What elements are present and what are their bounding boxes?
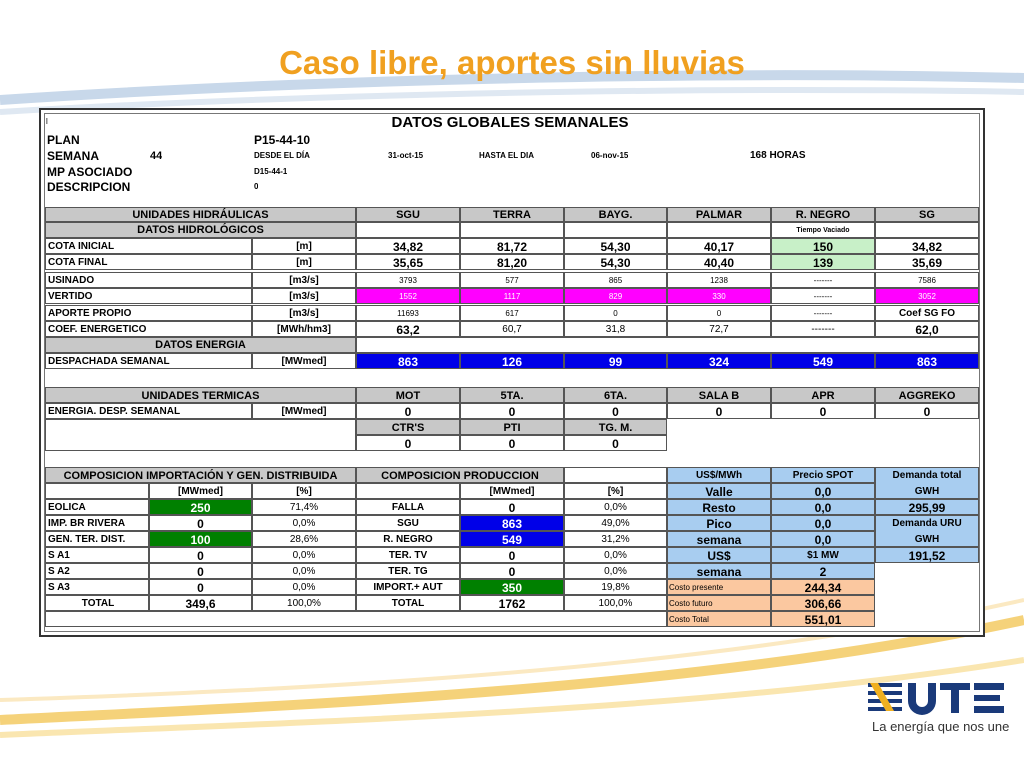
hydro-value-0-2: 54,30	[564, 238, 667, 254]
cost-row-label: Costo futuro	[667, 595, 771, 611]
spot-row-label: Resto	[667, 499, 771, 515]
hydro-value-4-4: -------	[771, 305, 875, 321]
plan-value: P15-44-10	[254, 133, 311, 147]
imp-row-label: S A1	[45, 547, 149, 563]
imp-unit-mw: [MWmed]	[149, 483, 252, 499]
prod-row-label: TER. TV	[356, 547, 460, 563]
imp-row-pct: 100,0%	[252, 595, 356, 611]
despachada-terra: 126	[460, 353, 564, 369]
hydro-col-4: R. NEGRO	[771, 207, 875, 222]
hydro-value-3-5: 3052	[875, 288, 979, 304]
semana-value: 44	[150, 150, 163, 162]
imp-row-label: IMP. BR RIVERA	[45, 515, 149, 531]
prod-row-mw: 549	[460, 531, 564, 547]
hydro-row-unit: [m3/s]	[252, 305, 356, 321]
hydro-value-1-3: 40,40	[667, 254, 771, 270]
hydro-value-4-5: Coef SG FO	[875, 305, 979, 321]
energia-aggreko: 0	[875, 403, 979, 419]
hydro-value-4-2: 0	[564, 305, 667, 321]
hydro-row-label: COTA INICIAL	[45, 238, 252, 254]
prod-row-label: FALLA	[356, 499, 460, 515]
usd-value: $1 MW	[771, 547, 875, 563]
hydro-value-5-4: -------	[771, 321, 875, 337]
imp-row-label: S A2	[45, 563, 149, 579]
spot-row-label: semana	[667, 531, 771, 547]
prod-header: COMPOSICION PRODUCCION	[356, 467, 564, 483]
hydro-value-1-2: 54,30	[564, 254, 667, 270]
hydro-value-3-1: 1117	[460, 288, 564, 304]
energia-unit: [MWmed]	[252, 403, 356, 419]
hydro-col-0: SGU	[356, 207, 460, 222]
blank-cell	[564, 467, 667, 483]
prod-row-label: TOTAL	[356, 595, 460, 611]
hasta-value: 06-nov-15	[591, 151, 629, 160]
hydro-value-5-3: 72,7	[667, 321, 771, 337]
imp-row-label: EOLICA	[45, 499, 149, 515]
imp-unit-pct: [%]	[252, 483, 356, 499]
hydro-value-5-0: 63,2	[356, 321, 460, 337]
energia-apr: 0	[771, 403, 875, 419]
hydro-col-1: TERRA	[460, 207, 564, 222]
hasta-label: HASTA EL DIA	[479, 151, 534, 160]
descripcion-value: 0	[254, 182, 259, 191]
thermal2-pti: 0	[460, 435, 564, 451]
hydro-value-2-0: 3793	[356, 272, 460, 288]
spot-h1: US$/MWh	[667, 467, 771, 483]
hydro-value-4-3: 0	[667, 305, 771, 321]
spot-row-value: 0,0	[771, 483, 875, 499]
demanda-total-value: 295,99	[875, 499, 979, 515]
prod-unit-mw: [MWmed]	[460, 483, 564, 499]
hydro-value-2-4: -------	[771, 272, 875, 288]
desde-value: 31-oct-15	[388, 151, 424, 160]
prod-row-mw: 0	[460, 563, 564, 579]
hydro-row-unit: [m]	[252, 254, 356, 270]
hydro-value-1-0: 35,65	[356, 254, 460, 270]
thermal2-col-1: PTI	[460, 419, 564, 435]
blank-cell	[45, 483, 149, 499]
hydro-row-unit: [m3/s]	[252, 272, 356, 288]
cost-row-value: 244,34	[771, 579, 875, 595]
hydro-value-0-5: 34,82	[875, 238, 979, 254]
imp-row-mw: 349,6	[149, 595, 252, 611]
horas-value: 168 HORAS	[750, 150, 806, 161]
thermal-col-3: SALA B	[667, 387, 771, 403]
blank-cell	[564, 222, 667, 238]
despachada-palmar: 324	[667, 353, 771, 369]
spot-row-label: Pico	[667, 515, 771, 531]
thermal-col-2: 6TA.	[564, 387, 667, 403]
hydro-value-0-0: 34,82	[356, 238, 460, 254]
thermal-col-4: APR	[771, 387, 875, 403]
despachada-unit: [MWmed]	[252, 353, 356, 369]
spot-h2: Precio SPOT	[771, 467, 875, 483]
hydro-col-2: BAYG.	[564, 207, 667, 222]
hydro-value-2-2: 865	[564, 272, 667, 288]
energia-label: ENERGIA. DESP. SEMANAL	[45, 403, 252, 419]
despachada-label: DESPACHADA SEMANAL	[45, 353, 252, 369]
prod-row-pct: 0,0%	[564, 499, 667, 515]
hydro-value-3-2: 829	[564, 288, 667, 304]
thermal-col-0: MOT	[356, 387, 460, 403]
thermal2-ctrs: 0	[356, 435, 460, 451]
hydro-row-label: COEF. ENERGETICO	[45, 321, 252, 337]
imp-row-label: TOTAL	[45, 595, 149, 611]
spot-row-value: 0,0	[771, 531, 875, 547]
imp-row-mw: 250	[149, 499, 252, 515]
imp-row-pct: 0,0%	[252, 547, 356, 563]
prod-row-label: TER. TG	[356, 563, 460, 579]
demanda-uru-value: 191,52	[875, 547, 979, 563]
imp-row-label: S A3	[45, 579, 149, 595]
cost-row-label: Costo presente	[667, 579, 771, 595]
imp-row-mw: 0	[149, 547, 252, 563]
hydro-row-unit: [m]	[252, 238, 356, 254]
prod-row-pct: 19,8%	[564, 579, 667, 595]
hydro-value-3-4: -------	[771, 288, 875, 304]
blank-cell	[45, 611, 667, 627]
energia-mot: 0	[356, 403, 460, 419]
hydro-value-0-1: 81,72	[460, 238, 564, 254]
demanda-uru-label	[875, 515, 979, 547]
blank-cell	[356, 337, 979, 353]
header-marker: l	[46, 117, 48, 126]
prod-row-pct: 0,0%	[564, 563, 667, 579]
blank-cell	[875, 222, 979, 238]
thermal2-tgm: 0	[564, 435, 667, 451]
despachada-sg: 863	[875, 353, 979, 369]
datos-energia: DATOS ENERGIA	[45, 337, 356, 353]
hydro-value-1-5: 35,69	[875, 254, 979, 270]
cost-row-label: Costo Total	[667, 611, 771, 627]
imp-header: COMPOSICION IMPORTACIÓN Y GEN. DISTRIBUIDA	[45, 467, 356, 483]
hydro-value-3-3: 330	[667, 288, 771, 304]
imp-row-label: GEN. TER. DIST.	[45, 531, 149, 547]
imp-row-mw: 0	[149, 515, 252, 531]
hydro-value-1-1: 81,20	[460, 254, 564, 270]
energia-salab: 0	[667, 403, 771, 419]
hydro-row-unit: [m3/s]	[252, 288, 356, 304]
blank-cell	[667, 222, 771, 238]
imp-row-pct: 71,4%	[252, 499, 356, 515]
cost-row-value: 551,01	[771, 611, 875, 627]
demanda-total-label1: Demanda total	[892, 470, 962, 481]
ute-logo-icon	[868, 679, 1008, 717]
descripcion-label: DESCRIPCION	[47, 180, 131, 194]
datos-globales-table	[39, 108, 985, 637]
prod-row-label: R. NEGRO	[356, 531, 460, 547]
prod-row-mw: 1762	[460, 595, 564, 611]
hydro-value-2-3: 1238	[667, 272, 771, 288]
table-inner	[44, 113, 980, 632]
thermal-col-1: 5TA.	[460, 387, 564, 403]
blank-cell	[356, 483, 460, 499]
spot-row-value: 0,0	[771, 499, 875, 515]
hydro-value-2-1: 577	[460, 272, 564, 288]
thermal-col-5: AGGREKO	[875, 387, 979, 403]
semana-label: SEMANA	[47, 149, 100, 163]
hydro-header: UNIDADES HIDRÁULICAS	[45, 207, 356, 222]
demanda-uru-label1: Demanda URU	[892, 518, 962, 529]
hydro-value-0-4: 150	[771, 238, 875, 254]
spot-row-value: 0,0	[771, 515, 875, 531]
thermal-header: UNIDADES TERMICAS	[45, 387, 356, 403]
thermal2-col-0: CTR'S	[356, 419, 460, 435]
prod-row-mw: 863	[460, 515, 564, 531]
energia-6ta: 0	[564, 403, 667, 419]
imp-row-pct: 28,6%	[252, 531, 356, 547]
despachada-bayg: 99	[564, 353, 667, 369]
thermal2-col-2: TG. M.	[564, 419, 667, 435]
usd-label: US$	[667, 547, 771, 563]
prod-row-pct: 49,0%	[564, 515, 667, 531]
hydro-row-unit: [MWh/hm3]	[252, 321, 356, 337]
imp-row-mw: 0	[149, 563, 252, 579]
hydro-value-5-1: 60,7	[460, 321, 564, 337]
semana2-label: semana	[667, 563, 771, 579]
hydro-value-4-1: 617	[460, 305, 564, 321]
hydro-value-0-3: 40,17	[667, 238, 771, 254]
hydro-col-3: PALMAR	[667, 207, 771, 222]
page-title: Caso libre, aportes sin lluvias	[279, 44, 745, 81]
despachada-rnegro: 549	[771, 353, 875, 369]
prod-row-label: SGU	[356, 515, 460, 531]
blank-cell	[45, 419, 356, 451]
prod-row-label: IMPORT.+ AUT	[356, 579, 460, 595]
energia-5ta: 0	[460, 403, 564, 419]
hydro-value-1-4: 139	[771, 254, 875, 270]
imp-row-pct: 0,0%	[252, 563, 356, 579]
prod-unit-pct: [%]	[564, 483, 667, 499]
desde-label: DESDE EL DÍA	[254, 151, 310, 160]
hydro-row-label: COTA FINAL	[45, 254, 252, 270]
demanda-uru-label2: GWH	[914, 534, 940, 545]
hydro-row-label: VERTIDO	[45, 288, 252, 304]
prod-row-pct: 0,0%	[564, 547, 667, 563]
logo-tagline: La energía que nos une	[872, 719, 1010, 734]
prod-row-mw: 0	[460, 547, 564, 563]
prod-row-mw: 0	[460, 499, 564, 515]
hydro-value-5-5: 62,0	[875, 321, 979, 337]
hydro-value-5-2: 31,8	[564, 321, 667, 337]
plan-label: PLAN	[47, 133, 80, 147]
hydro-value-4-0: 11693	[356, 305, 460, 321]
despachada-sgu: 863	[356, 353, 460, 369]
imp-row-pct: 0,0%	[252, 515, 356, 531]
hydro-col-5: SG	[875, 207, 979, 222]
datos-hidrologicos: DATOS HIDROLÓGICOS	[45, 222, 356, 238]
imp-row-pct: 0,0%	[252, 579, 356, 595]
mp-value: D15-44-1	[254, 167, 288, 176]
prod-row-pct: 100,0%	[564, 595, 667, 611]
semana2-value: 2	[771, 563, 875, 579]
hydro-value-2-5: 7586	[875, 272, 979, 288]
prod-row-pct: 31,2%	[564, 531, 667, 547]
prod-row-mw: 350	[460, 579, 564, 595]
mp-label: MP ASOCIADO	[47, 165, 133, 179]
demanda-total-label	[875, 467, 979, 499]
blank-cell	[460, 222, 564, 238]
hydro-value-3-0: 1552	[356, 288, 460, 304]
hydro-row-label: USINADO	[45, 272, 252, 288]
imp-row-mw: 0	[149, 579, 252, 595]
demanda-total-label2: GWH	[914, 486, 940, 497]
imp-row-mw: 100	[149, 531, 252, 547]
hydro-row-label: APORTE PROPIO	[45, 305, 252, 321]
main-title: DATOS GLOBALES SEMANALES	[391, 114, 629, 131]
blank-cell	[356, 222, 460, 238]
cost-row-value: 306,66	[771, 595, 875, 611]
tiempo-vaciado: Tiempo Vaciado	[771, 222, 875, 238]
spot-row-label: Valle	[667, 483, 771, 499]
ute-logo	[868, 679, 1008, 722]
